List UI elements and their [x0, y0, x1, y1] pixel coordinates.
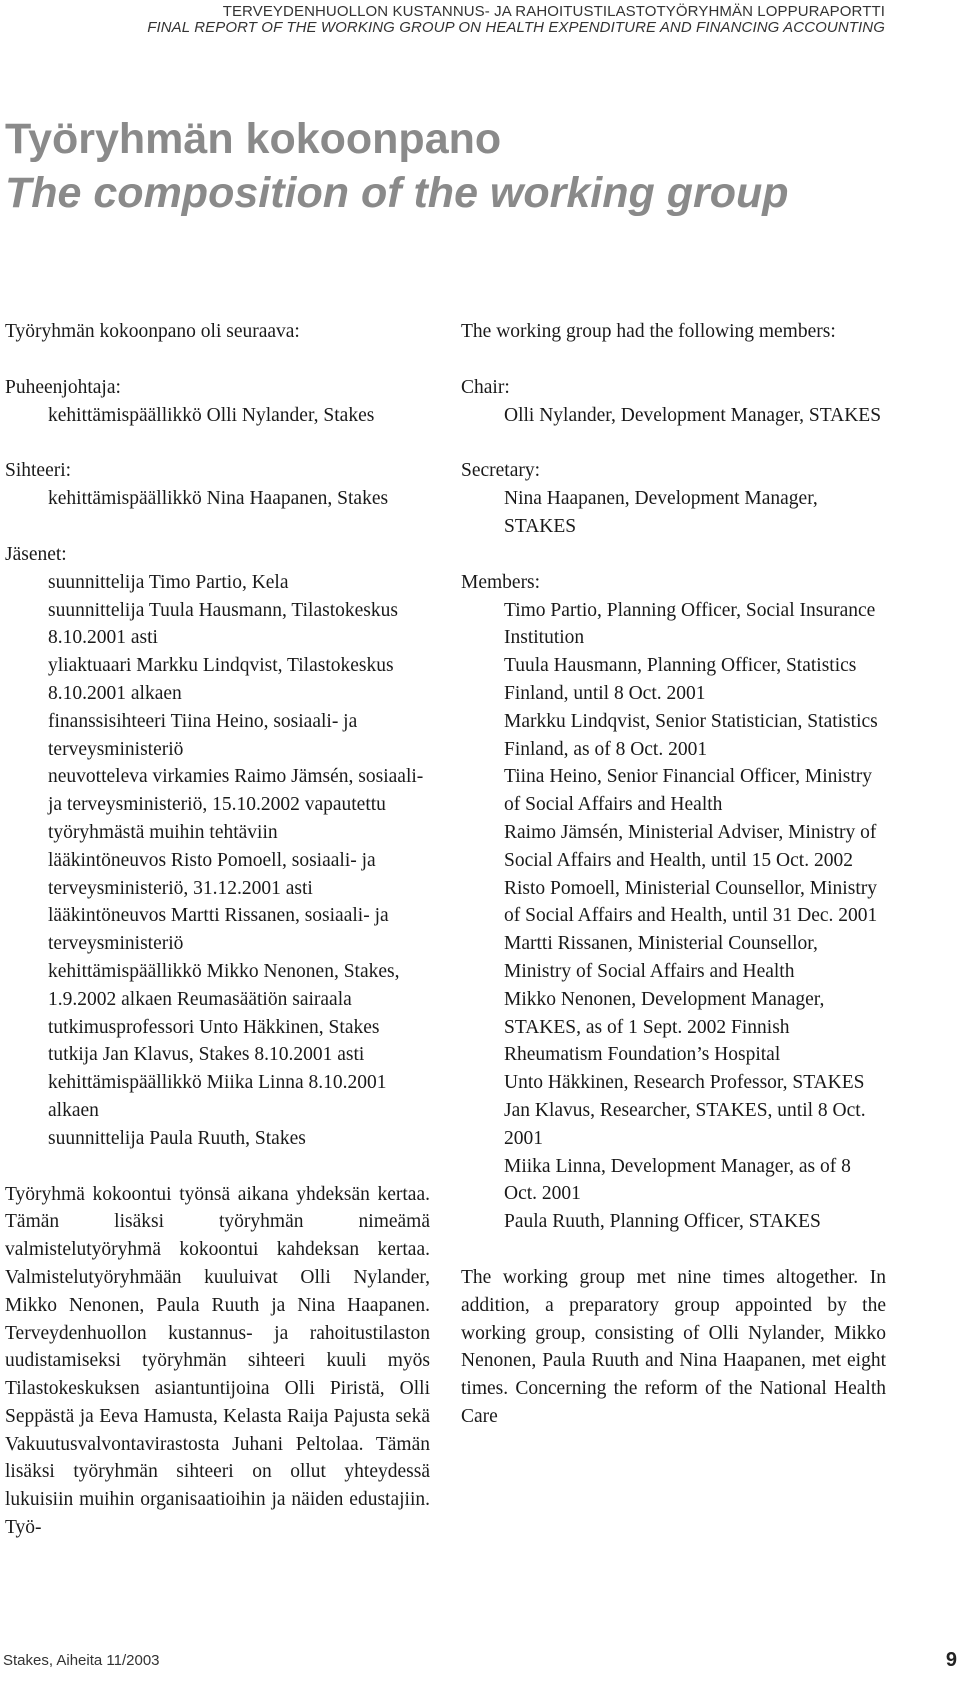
- member-item: Unto Häkkinen, Research Professor, STAKES: [504, 1072, 865, 1094]
- members-label: Jäsenet:: [5, 543, 67, 565]
- chair-label: Chair:: [461, 376, 510, 398]
- members-label: Members:: [461, 571, 541, 593]
- page-number: 9: [945, 1649, 957, 1671]
- member-item: suunnittelija Timo Partio, Kela: [48, 571, 289, 593]
- secretary-label: Secretary:: [461, 460, 541, 482]
- member-item: lääkintöneuvos Risto Pomoell, sosiaali- ja terveysministeriö, 31.12.2001 asti: [48, 849, 376, 899]
- member-item: Jan Klavus, Researcher, STAKES, until 8 Oct. 2001: [504, 1099, 866, 1149]
- closing-paragraph: Työryhmä kokoontui työnsä aikana yhdeksän kertaa. Tämän lisäksi työryhmän nimeämä valmistelutyöryhmä kokoontui kahdeksan kertaa. Valmistelutyöryhmään kuuluivat Olli Nylander, Mikko Nenonen, Paula Ruuth ja Nina Haapanen. Terveydenhuollon kustannus- ja rahoitustilaston uudistamiseksi työryhmän sihteeri kuuli myös Tilastokeskuksen asiantuntijoina Olli Piristä, Olli Seppästä ja Eeva Hamusta, Kelasta Raija Pajusta sekä Vakuutusvalvontavirastosta Juhani Peltolaa. Tämän lisäksi työryhmän sihteeri on ollut yhteydessä lukuisiin muihin organisaatioihin ja näiden edustajiin. Työ-: [5, 1183, 430, 1539]
- member-item: Tiina Heino, Senior Financial Officer, Ministry of Social Affairs and Health: [504, 766, 873, 816]
- secretary-name: kehittämispäällikkö Nina Haapanen, Stakes: [48, 488, 389, 510]
- member-item: Miika Linna, Development Manager, as of 8 Oct. 2001: [504, 1155, 851, 1205]
- page-title: [5, 112, 789, 220]
- member-item: Markku Lindqvist, Senior Statistician, Statistics Finland, as of 8 Oct. 2001: [504, 710, 878, 760]
- member-item: yliaktuaari Markku Lindqvist, Tilastokeskus 8.10.2001 alkaen: [48, 655, 394, 704]
- title-finnish: Työryhmän kokoonpano: [5, 115, 502, 163]
- chair-label: Puheenjohtaja:: [5, 376, 121, 398]
- closing-paragraph: The working group met nine times altogether. In addition, a preparatory group appointed by the working group, consisting of Olli Nylander, Mikko Nenonen, Paula Ruuth and Nina Haapanen, met eight times. Concerning the reform of the National Health Care: [461, 1266, 886, 1427]
- intro-text: Työryhmän kokoonpano oli seuraava:: [5, 321, 300, 342]
- running-header: [147, 4, 885, 36]
- member-item: Mikko Nenonen, Development Manager, STAKES, as of 1 Sept. 2002 Finnish Rheumatism Foundation’s Hospital: [504, 988, 825, 1066]
- member-item: suunnittelija Paula Ruuth, Stakes: [48, 1127, 306, 1149]
- member-item: Timo Partio, Planning Officer, Social Insurance Institution: [504, 599, 876, 649]
- member-item: finanssisihteeri Tiina Heino, sosiaali- ja terveysministeriö: [48, 710, 358, 760]
- member-item: kehittämispäällikkö Mikko Nenonen, Stakes, 1.9.2002 alkaen Reumasäätiön sairaala: [48, 960, 400, 1010]
- member-item: kehittämispäällikkö Miika Linna 8.10.2001 alkaen: [48, 1072, 387, 1121]
- chair-name: Olli Nylander, Development Manager, STAKES: [504, 404, 882, 426]
- footer-source: Stakes, Aiheita 11/2003: [3, 1652, 160, 1669]
- secretary-name: Nina Haapanen, Development Manager, STAKES: [504, 488, 818, 537]
- chair-name: kehittämispäällikkö Olli Nylander, Stakes: [48, 404, 375, 426]
- finnish-column: [5, 318, 430, 1542]
- member-item: neuvotteleva virkamies Raimo Jämsén, sosiaali- ja terveysministeriö, 15.10.2002 vapautettu työryhmästä muihin tehtäviin: [48, 766, 424, 843]
- header-english: FINAL REPORT OF THE WORKING GROUP ON HEALTH EXPENDITURE AND FINANCING ACCOUNTING: [147, 19, 885, 36]
- members-list: [5, 569, 430, 1153]
- member-item: suunnittelija Tuula Hausmann, Tilastokeskus 8.10.2001 asti: [48, 599, 398, 649]
- member-item: tutkimusprofessori Unto Häkkinen, Stakes: [48, 1016, 380, 1038]
- member-item: Paula Ruuth, Planning Officer, STAKES: [504, 1211, 821, 1233]
- title-english: The composition of the working group: [5, 169, 789, 217]
- english-column: [461, 318, 886, 1431]
- header-finnish: TERVEYDENHUOLLON KUSTANNUS- JA RAHOITUSTILASTOTYÖRYHMÄN LOPPURAPORTTI: [222, 3, 885, 20]
- secretary-label: Sihteeri:: [5, 460, 72, 482]
- member-item: Risto Pomoell, Ministerial Counsellor, Ministry of Social Affairs and Health, until 31 Dec. 2001: [504, 877, 878, 927]
- member-item: Tuula Hausmann, Planning Officer, Statistics Finland, until 8 Oct. 2001: [504, 655, 857, 704]
- member-item: Martti Rissanen, Ministerial Counsellor, Ministry of Social Affairs and Health: [504, 933, 818, 982]
- member-item: lääkintöneuvos Martti Rissanen, sosiaali- ja terveysministeriö: [48, 905, 389, 955]
- member-item: Raimo Jämsén, Ministerial Adviser, Ministry of Social Affairs and Health, until 15 Oct. 2002: [504, 821, 877, 871]
- members-list: [461, 597, 886, 1236]
- intro-text: The working group had the following members:: [461, 321, 836, 342]
- member-item: tutkija Jan Klavus, Stakes 8.10.2001 asti: [48, 1044, 365, 1066]
